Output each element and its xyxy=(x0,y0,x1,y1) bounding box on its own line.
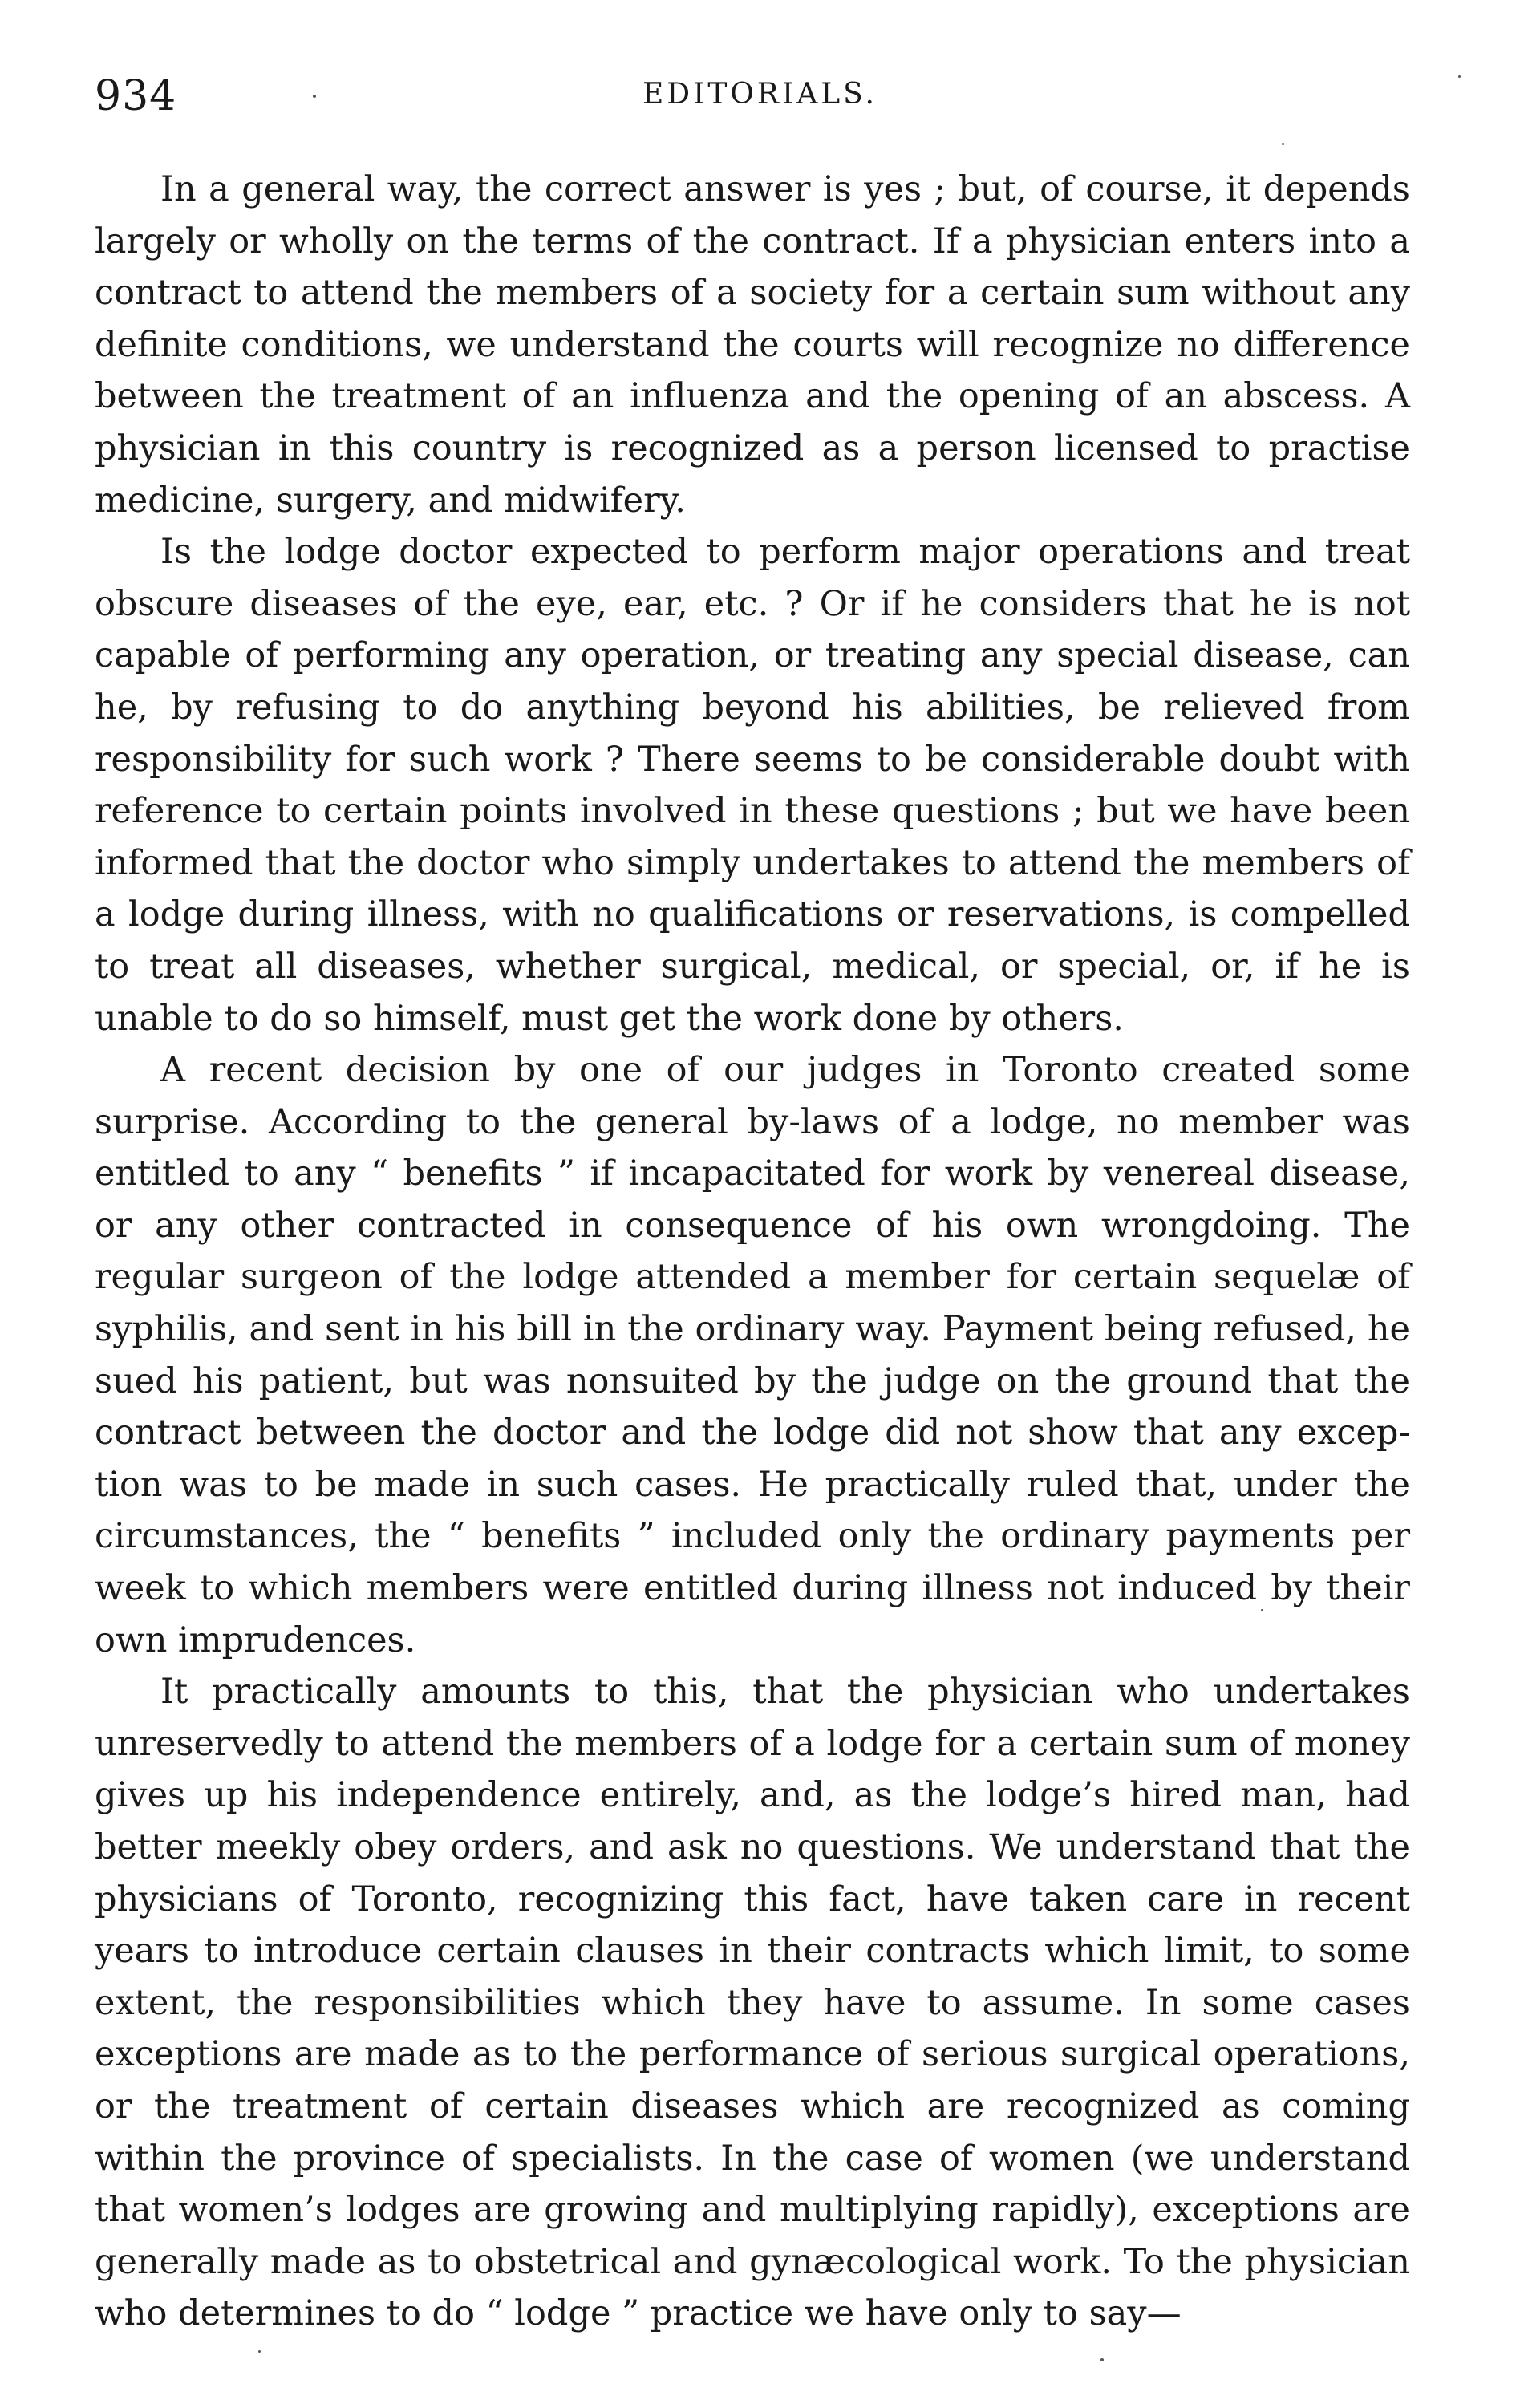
editorial-body xyxy=(95,164,1410,2340)
paragraph: In a general way, the correct answer is yes ; but, of course, it depends largely or wholly on the terms of the contract. If a physician enters into a contract to attend the members of a society for a certain sum without any definite conditions, we understand the courts will recognize no difference between the treatment of an influenza and the opening of an abscess. A physician in this country is recognized as a person licensed to practise medicine, surgery, and midwifery. xyxy=(95,169,1410,521)
paragraph: A recent decision by one of our judges in Toronto created some surprise. According to the general by-laws of a lodge, no member was entitled to any “ benefits ” if incapacitated for work by venereal disease, or any other contracted in consequence of his own wrongdoing. The regular surgeon of the lodge attended a member for certain sequelæ of syphilis, and sent in his bill in the ordinary way. Payment being refused, he sued his patient, but was nonsuited by the judge on the ground that the contract between the doctor and the lodge did not show that any exception was to be made in such cases. He practically ruled that, under the circumstances, the “ benefits ” included only the ordinary payments per week to which members were entitled during illness not induced by their own imprudences. xyxy=(95,1050,1410,1660)
paragraph: It practically amounts to this, that the physician who undertakes unreservedly to attend the members of a lodge for a certain sum of money gives up his independence entirely, and, as the lodge’s hired man, had better meekly obey orders, and ask no questions. We understand that the physicians of Toronto, recognizing this fact, have taken care in recent years to introduce certain clauses in their contracts which limit, to some extent, the responsibilities which they have to assume. In some cases exceptions are made as to the performance of serious surgical operations, or the treatment of certain diseases which are recognized as coming within the province of specialists. In the case of women (we understand that women’s lodges are growing and multiplying rapidly), exceptions are generally made as to obstetrical and gynæcological work. To the physician who determines to do “ lodge ” practice we have only to say— xyxy=(95,1672,1410,2334)
print-speck xyxy=(1458,75,1461,78)
print-speck xyxy=(1261,1609,1263,1611)
running-head: EDITORIALS. xyxy=(642,78,878,111)
print-speck xyxy=(258,2350,261,2353)
print-speck xyxy=(313,95,316,98)
page-number: 934 xyxy=(95,72,177,120)
print-speck xyxy=(1282,143,1284,145)
paragraph: Is the lodge doctor expected to perform major operations and treat obscure diseases of the eye, ear, etc. ? Or if he considers that he is not capable of performing any operation, or treating any special disease, can he, by refusing to do anything beyond his abilities, be relieved from responsibility for such work ? There seems to be considerable doubt with reference to certain points involved in these questions ; but we have been informed that the doctor who simply undertakes to attend the members of a lodge during illness, with no qualifications or reservations, is compelled to treat all diseases, whether surgical, medical, or special, or, if he is unable to do so himself, must get the work done by others. xyxy=(95,532,1410,1039)
print-speck xyxy=(1100,2358,1104,2361)
